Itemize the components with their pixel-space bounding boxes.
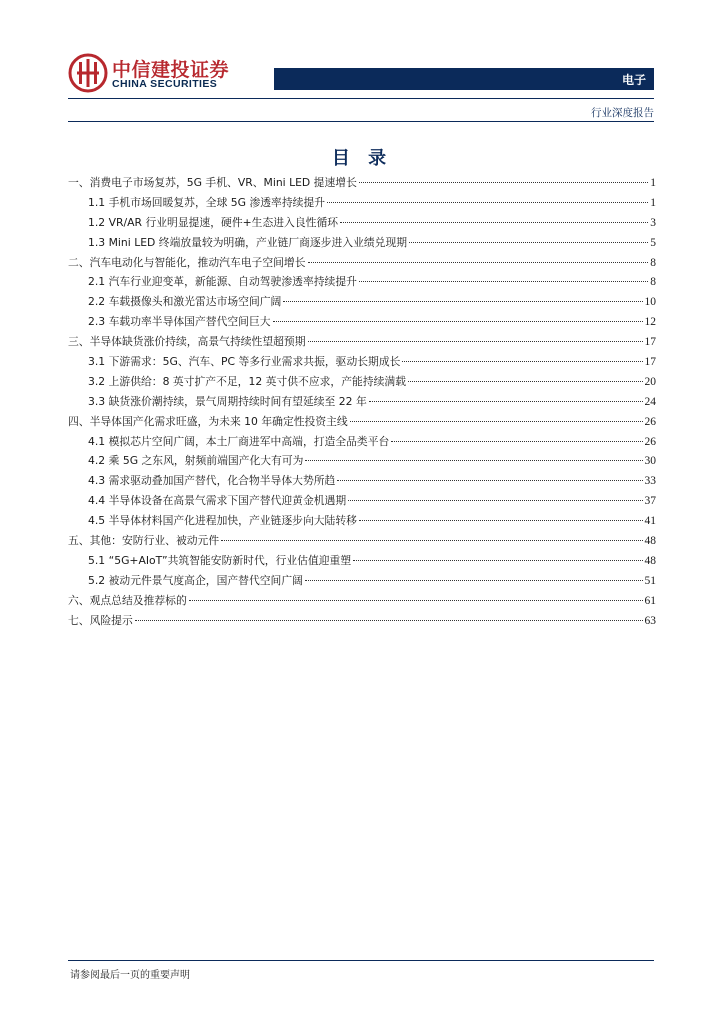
toc-dot-leader	[350, 421, 643, 422]
toc-entry[interactable]	[68, 553, 656, 573]
toc-entry-text: 4.2 乘 5G 之东风，射频前端国产化大有可为	[88, 454, 304, 468]
toc-entry-text: 2.3 车载功率半导体国产替代空间巨大	[88, 315, 271, 329]
toc-entry[interactable]	[68, 294, 656, 314]
toc-entry-text: 1.2 VR/AR 行业明显提速，硬件+生态进入良性循环	[88, 215, 339, 229]
toc-entry-text: 4.3 需求驱动叠加国产替代，化合物半导体大势所趋	[88, 474, 336, 488]
toc-dot-leader	[308, 341, 643, 342]
toc-entry[interactable]	[68, 195, 656, 215]
toc-dot-leader	[359, 182, 648, 183]
toc-entry[interactable]	[68, 434, 656, 454]
toc-entry[interactable]	[68, 374, 656, 394]
toc-entry[interactable]	[68, 274, 656, 294]
toc-entry-page: 37	[644, 495, 656, 508]
toc-entry-page: 10	[644, 296, 656, 309]
toc-dot-leader	[340, 222, 648, 223]
toc-entry-page: 8	[650, 256, 656, 269]
footer-divider	[68, 960, 654, 961]
china-securities-logo-icon	[68, 53, 108, 93]
section-label: 电子	[621, 73, 646, 87]
toc-entry[interactable]	[68, 334, 656, 354]
toc-dot-leader	[402, 361, 642, 362]
toc-dot-leader	[327, 202, 648, 203]
toc-dot-leader	[305, 580, 643, 581]
toc-dot-leader	[391, 441, 642, 442]
toc-dot-leader	[359, 281, 648, 282]
toc-dot-leader	[305, 460, 642, 461]
toc-entry-text: 2.2 车载摄像头和激光雷达市场空间广阔	[88, 295, 282, 309]
toc-entry-text: 三、半导体缺货涨价持续，高景气持续性望超预期	[68, 335, 306, 349]
header-divider	[68, 98, 654, 99]
toc-dot-leader	[359, 520, 643, 521]
toc-dot-leader	[337, 480, 642, 481]
toc-dot-leader	[408, 381, 643, 382]
toc-entry[interactable]	[68, 533, 656, 553]
toc-entry[interactable]	[68, 175, 656, 195]
toc-dot-leader	[221, 540, 642, 541]
toc-entry-text: 4.1 模拟芯片空间广阔，本土厂商进军中高端，打造全品类平台	[88, 434, 390, 448]
footer-disclaimer-note: 请参阅最后一页的重要声明	[70, 970, 190, 981]
toc-entry[interactable]	[68, 473, 656, 493]
toc-entry[interactable]	[68, 593, 656, 613]
toc-dot-leader	[369, 401, 643, 402]
company-logo	[68, 53, 248, 95]
toc-entry[interactable]	[68, 513, 656, 533]
toc-dot-leader	[273, 321, 643, 322]
toc-dot-leader	[348, 500, 642, 501]
toc-entry-page: 8	[650, 276, 656, 289]
toc-entry-text: 3.2 上游供给：8 英寸扩产不足，12 英寸供不应求，产能持续满载	[88, 374, 406, 388]
toc-entry[interactable]	[68, 314, 656, 334]
toc-entry-text: 1.3 Mini LED 终端放量较为明确，产业链厂商逐步进入业绩兑现期	[88, 235, 408, 249]
toc-dot-leader	[189, 600, 643, 601]
subheader-divider	[68, 121, 654, 122]
toc-dot-leader	[135, 620, 643, 621]
toc-entry-text: 四、半导体国产化需求旺盛，为未来 10 年确定性投资主线	[68, 414, 348, 428]
report-type-label: 行业深度报告	[591, 107, 654, 119]
toc-entry-page: 1	[650, 177, 656, 189]
toc-entry-page: 17	[644, 336, 656, 349]
toc-entry-text: 二、汽车电动化与智能化，推动汽车电子空间增长	[68, 255, 306, 269]
toc-entry-page: 1	[650, 196, 656, 209]
toc-entry[interactable]	[68, 255, 656, 275]
toc-dot-leader	[353, 560, 642, 561]
toc-entry-text: 五、其他：安防行业、被动元件	[68, 534, 220, 548]
toc-entry-page: 26	[644, 415, 656, 428]
toc-entry-page: 12	[644, 316, 656, 329]
toc-entry-page: 24	[644, 395, 656, 408]
toc-entry-page: 61	[644, 594, 656, 607]
toc-entry[interactable]	[68, 354, 656, 374]
toc-entry-text: 4.5 半导体材料国产化进程加快，产业链逐步向大陆转移	[88, 514, 357, 528]
toc-entry-page: 41	[644, 515, 656, 528]
toc-entry-page: 48	[644, 554, 656, 567]
toc-entry-text: 5.1 “5G+AIoT”共筑智能安防新时代，行业估值迎重塑	[88, 553, 352, 567]
toc-entry[interactable]	[68, 394, 656, 414]
toc-entry-text: 5.2 被动元件景气度高企，国产替代空间广阔	[88, 573, 303, 587]
toc-entry-page: 30	[644, 455, 656, 468]
toc-entry-page: 51	[644, 574, 656, 587]
toc-dot-leader	[308, 262, 649, 263]
toc-entry-page: 20	[644, 375, 656, 388]
toc-dot-leader	[283, 301, 642, 302]
toc-entry-text: 3.1 下游需求：5G、汽车、PC 等多行业需求共振，驱动长期成长	[88, 355, 401, 369]
toc-entry-page: 48	[644, 535, 656, 548]
toc-entry[interactable]	[68, 235, 656, 255]
table-of-contents	[68, 175, 656, 632]
toc-entry[interactable]	[68, 414, 656, 434]
toc-entry-page: 3	[650, 216, 656, 229]
toc-entry-text: 七、风险提示	[68, 613, 133, 627]
toc-dot-leader	[409, 242, 648, 243]
toc-entry[interactable]	[68, 493, 656, 513]
logo-english-name: CHINA SECURITIES	[112, 78, 218, 90]
toc-entry[interactable]	[68, 573, 656, 593]
toc-entry[interactable]	[68, 613, 656, 633]
toc-entry[interactable]	[68, 453, 656, 473]
toc-entry-text: 4.4 半导体设备在高景气需求下国产替代迎黄金机遇期	[88, 494, 347, 508]
toc-entry[interactable]	[68, 215, 656, 235]
toc-entry-text: 一、消费电子市场复苏，5G 手机、VR、Mini LED 提速增长	[68, 176, 357, 189]
toc-entry-page: 63	[644, 614, 656, 627]
header-section-bar	[274, 68, 654, 90]
toc-entry-text: 1.1 手机市场回暖复苏，全球 5G 渗透率持续提升	[88, 195, 326, 209]
toc-entry-text: 六、观点总结及推荐标的	[68, 593, 187, 607]
toc-entry-text: 2.1 汽车行业迎变革，新能源、自动驾驶渗透率持续提升	[88, 275, 357, 289]
toc-entry-text: 3.3 缺货涨价潮持续，景气周期持续时间有望延续至 22 年	[88, 394, 367, 408]
toc-entry-page: 5	[650, 236, 656, 249]
toc-title: 目 录	[331, 148, 393, 169]
toc-entry-page: 26	[644, 435, 656, 448]
logo-chinese-name: 中信建投证券	[112, 59, 230, 81]
toc-entry-page: 33	[644, 475, 656, 488]
toc-entry-page: 17	[644, 356, 656, 369]
